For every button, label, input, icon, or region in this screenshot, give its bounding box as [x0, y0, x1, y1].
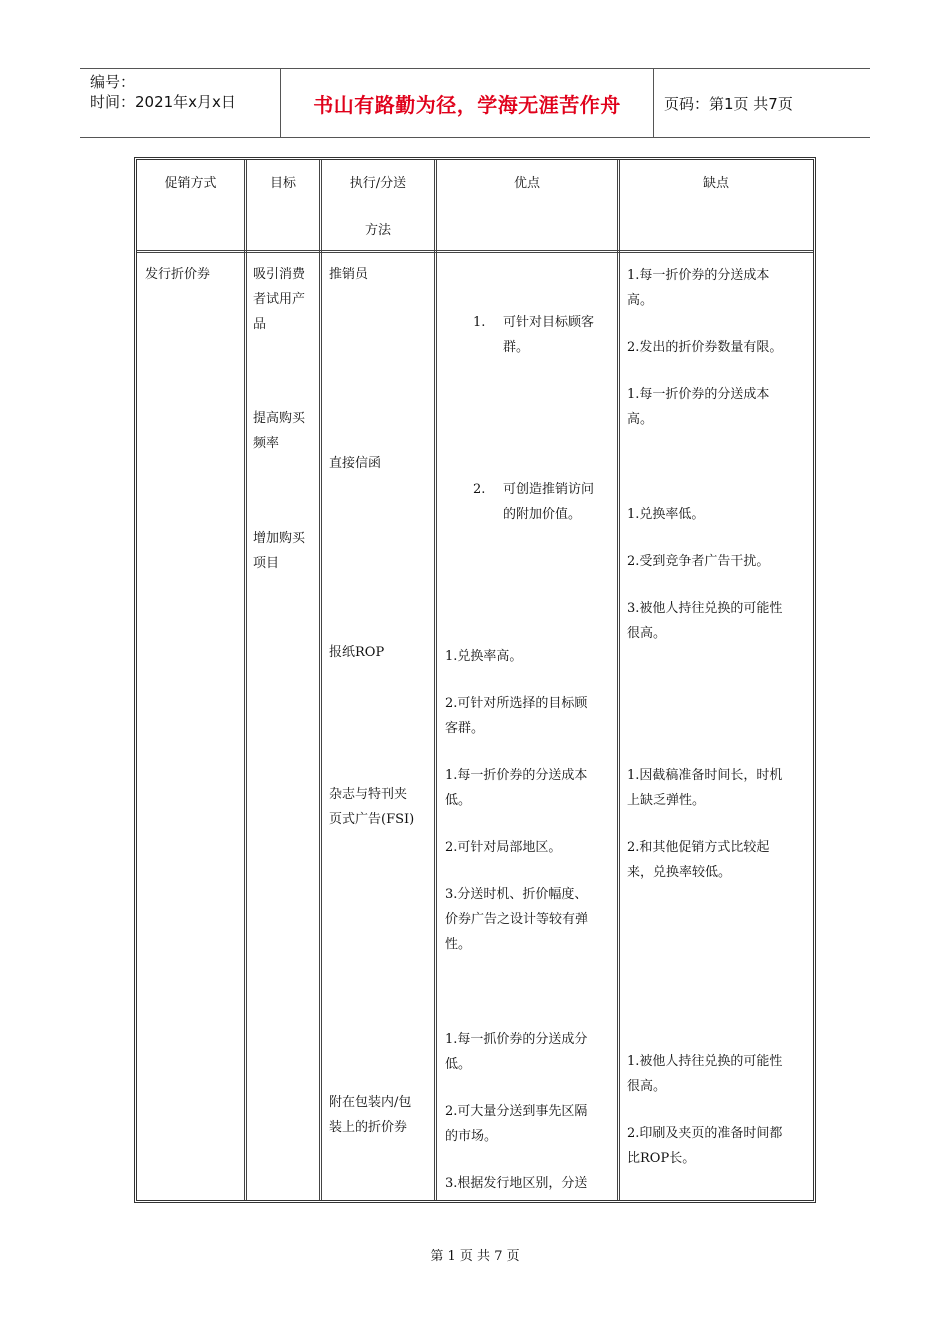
pros-line: 2.可大量分送到事先区隔: [445, 1104, 588, 1119]
exec-line: 直接信函: [329, 456, 382, 471]
cons-line: 高。: [627, 293, 654, 308]
column-divider: [319, 160, 322, 1200]
cons-line: 上缺乏弹性。: [627, 793, 706, 808]
cons-line: 1.因截稿准备时间长，时机: [627, 768, 783, 783]
goal-line: 项目: [253, 556, 280, 571]
exec-line: 报纸ROP: [329, 645, 385, 660]
pros-line: 价券广告之设计等较有弹: [445, 912, 589, 927]
exec-line: 页式广告(FSI): [329, 812, 415, 827]
pros-line: 1.每一折价券的分送成本: [445, 768, 588, 783]
column-divider: [617, 160, 620, 1200]
col-header-method: 促销方式: [164, 176, 217, 191]
header-slogan: 书山有路勤为径，学海无涯苦作舟: [313, 92, 621, 117]
pros-line: 2.可针对局部地区。: [445, 840, 562, 855]
header-row-divider: [137, 250, 813, 253]
goal-line: 频率: [253, 436, 280, 451]
pros-line: 1.兑换率高。: [445, 649, 523, 664]
pros-line: 3.分送时机、折价幅度、: [445, 887, 588, 902]
cons-line: 2.印刷及夹页的准备时间都: [627, 1126, 783, 1141]
promotion-table: [134, 157, 816, 1203]
col-header-exec-line2: 方法: [364, 223, 391, 238]
cons-line: 2.受到竞争者广告干扰。: [627, 554, 770, 569]
header-page-info: 页码：第1页 共7页: [664, 94, 793, 113]
header-slogan-cell: [281, 69, 654, 137]
col-header-goal: 目标: [269, 176, 296, 191]
col-header-cons: 缺点: [702, 176, 729, 191]
pros-line: 低。: [445, 1057, 472, 1072]
document-number: 编号：: [90, 73, 136, 91]
exec-line: 推销员: [329, 267, 369, 282]
pros-line: 性。: [445, 937, 472, 952]
cons-line: 2.和其他促销方式比较起: [627, 840, 770, 855]
cons-line: 1.每一折价券的分送成本: [627, 387, 770, 402]
exec-line: 杂志与特刊夹: [329, 787, 408, 802]
pros-line: 的附加价值。: [503, 507, 582, 522]
goal-line: 吸引消费: [253, 267, 306, 282]
method-cell: 发行折价券: [145, 267, 211, 282]
header-page-info-cell: [654, 69, 870, 137]
goal-line: 增加购买: [253, 531, 306, 546]
pros-line: 2.可针对所选择的目标顾: [445, 696, 588, 711]
cons-line: 比ROP长。: [627, 1151, 696, 1166]
header-meta: [80, 69, 281, 137]
col-header-exec: 执行/分送: [349, 176, 407, 191]
cons-line: 1.每一折价券的分送成本: [627, 268, 770, 283]
pros-line: 群。: [503, 340, 530, 355]
pros-item-number: 1.: [473, 315, 486, 330]
pros-line: 客群。: [445, 721, 485, 736]
goal-line: 提高购买: [253, 411, 306, 426]
column-divider: [244, 160, 247, 1200]
pros-item-number: 2.: [473, 482, 486, 497]
cons-line: 1.兑换率低。: [627, 507, 705, 522]
cons-line: 1.被他人持往兑换的可能性: [627, 1054, 783, 1069]
document-date: 时间：2021年x月x日: [90, 93, 236, 111]
cons-line: 来，兑换率较低。: [627, 865, 732, 880]
pros-line: 的市场。: [445, 1129, 498, 1144]
pros-line: 3.根据发行地区别，分送: [445, 1176, 588, 1191]
exec-line: 附在包装内/包: [329, 1095, 412, 1110]
column-divider: [434, 160, 437, 1200]
pros-line: 可创造推销访问: [503, 482, 595, 497]
col-header-pros: 优点: [513, 176, 540, 191]
goal-line: 品: [253, 317, 267, 332]
cons-line: 高。: [627, 412, 654, 427]
page-header: [80, 68, 870, 138]
goal-line: 者试用产: [253, 292, 306, 307]
page-footer: 第 1 页 共 7 页: [430, 1249, 520, 1264]
pros-line: 低。: [445, 793, 472, 808]
cons-line: 很高。: [627, 1079, 667, 1094]
cons-line: 很高。: [627, 626, 667, 641]
cons-line: 2.发出的折价券数量有限。: [627, 340, 783, 355]
cons-line: 3.被他人持往兑换的可能性: [627, 601, 783, 616]
exec-line: 装上的折价券: [329, 1120, 408, 1135]
pros-line: 1.每一抓价券的分送成分: [445, 1032, 588, 1047]
pros-line: 可针对目标顾客: [503, 315, 595, 330]
